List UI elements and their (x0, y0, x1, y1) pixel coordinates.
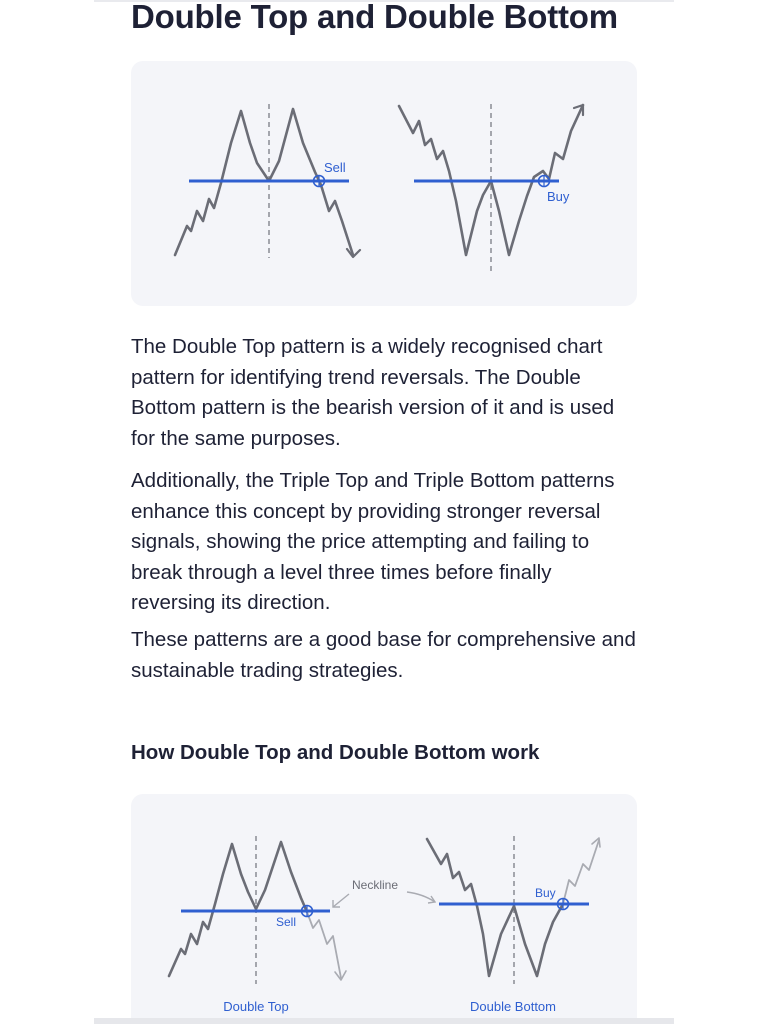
neckline-pointer-right-icon (407, 892, 435, 902)
double-bottom-price-line (427, 839, 563, 976)
bottom-divider (94, 1018, 674, 1024)
double-top-projected-line (307, 912, 341, 978)
double-top-caption: Double Top (223, 999, 289, 1014)
neckline-label: Neckline (352, 878, 399, 892)
pattern-illustration-card (131, 61, 637, 306)
sell-label: Sell (324, 160, 346, 175)
paragraph-triple-patterns: Additionally, the Triple Top and Triple Bottom patterns enhance this concept by providing stronger reversal signals, showing the price attempting and failing to break through a level three times before finally reversing its direction. (131, 469, 615, 615)
neckline-pointer-left-icon (333, 894, 349, 907)
section-heading-how-it-works: How Double Top and Double Bottom work (131, 741, 540, 764)
buy-label: Buy (547, 189, 570, 204)
paragraph-trading-strategies: These patterns are a good base for comprehensive and sustainable trading strategies. (131, 628, 636, 682)
double-top-bottom-explained-illustration (131, 794, 637, 1018)
sell-label: Sell (276, 915, 297, 929)
article-title: Double Top and Double Bottom (131, 0, 618, 35)
buy-label: Buy (535, 886, 556, 900)
double-bottom-up-arrow-icon (592, 838, 600, 847)
page-margin-left (0, 0, 94, 1024)
how-it-works-illustration-card (131, 794, 637, 1024)
paragraph-double-top-intro: The Double Top pattern is a widely recognised chart pattern for identifying trend reversals. The Double Bottom pattern is the bearish version of it and is used for the same purposes. (131, 335, 615, 450)
double-bottom-caption: Double Bottom (470, 999, 556, 1014)
double-bottom-projected-line (563, 840, 599, 904)
page-margin-right (674, 0, 768, 1024)
double-top-bottom-illustration (131, 61, 637, 306)
double-top-price-line (169, 842, 307, 976)
